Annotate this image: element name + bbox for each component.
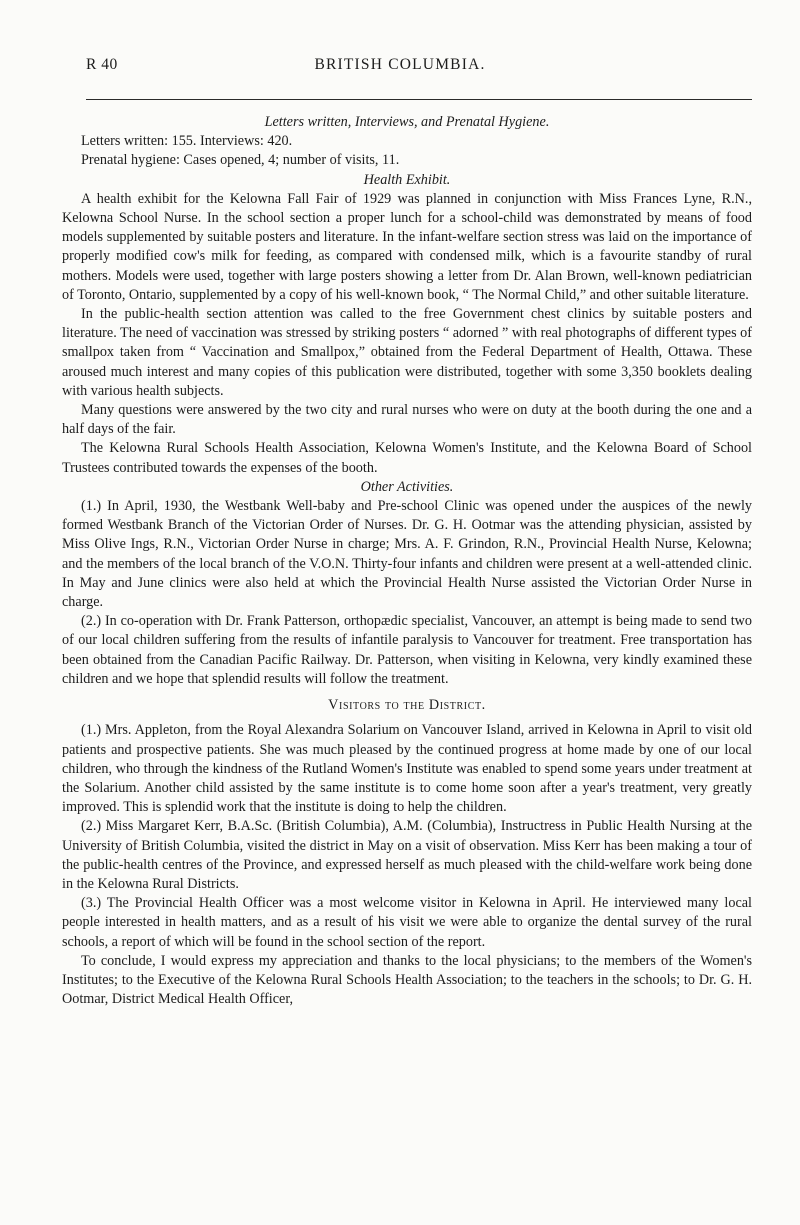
prenatal-line: Prenatal hygiene: Cases opened, 4; number of visits, 11. bbox=[81, 152, 400, 169]
section-heading-visitors: Visitors to the District. bbox=[328, 697, 486, 714]
running-title: BRITISH COLUMBIA. bbox=[314, 56, 486, 73]
paragraph: (3.) The Provincial Health Officer was a most welcome visitor in Kelowna in April. He interviewed many local people interested in health matters, and as a result of his visit we were able to organize the dental survey of the rural schools, a report of which will be found in the school section of the report. bbox=[62, 895, 752, 950]
paragraph: (2.) In co-operation with Dr. Frank Patterson, orthopædic specialist, Vancouver, an attempt is being made to send two of our local children suffering from the results of infantile paralysis to Vancouver for treatment. Free transportation has been obtained from the Canadian Pacific Railway. Dr. Patterson, when visiting in Kelowna, very kindly examined these children and we hope that splendid results will follow the treatment. bbox=[62, 613, 752, 687]
header-rule bbox=[86, 99, 752, 100]
paragraph: To conclude, I would express my appreciation and thanks to the local physicians; to the members of the Women's Institutes; to the Executive of the Kelowna Rural Schools Health Association; to the teachers in the schools; to Dr. G. H. Ootmar, District Medical Health Officer, bbox=[62, 952, 752, 1008]
paragraph: A health exhibit for the Kelowna Fall Fair of 1929 was planned in conjunction with Miss Frances Lyne, R.N., Kelowna School Nurse. In the school section a proper lunch for a school-child was demonstrated by means of food models supplemented by suitable posters and literature. In the infant-welfare section stress was laid on the importance of properly modified cow's milk for feeding, as compared with condensed milk, which is a favourite standby of rural mothers. Models were used, together with large posters showing a letter from Dr. Alan Brown, well-known pediatrician of Toronto, Ontario, supplemented by a copy of his well-known book, “ The Normal Child,” and other suitable literature. bbox=[62, 190, 752, 303]
section-heading-letters: Letters written, Interviews, and Prenatal Hygiene. bbox=[264, 114, 550, 130]
letters-line: Letters written: 155. Interviews: 420. bbox=[81, 133, 293, 150]
paragraph: In the public-health section attention was called to the free Government chest clinics by suitable posters and literature. The need of vaccination was stressed by striking posters “ adorned ” with real photographs of different types of smallpox taken from “ Vaccination and Smallpox,” obtained from the Federal Department of Health, Ottawa. These aroused much interest and many copies of this publication were distributed, together with some 3,350 booklets dealing with various health subjects. bbox=[62, 306, 752, 399]
section-heading-health-exhibit: Health Exhibit. bbox=[363, 171, 451, 188]
paragraph: The Kelowna Rural Schools Health Association, Kelowna Women's Institute, and the Kelowna Board of School Trustees contributed towards the expenses of the booth. bbox=[62, 440, 752, 476]
paragraph: (1.) In April, 1930, the Westbank Well-baby and Pre-school Clinic was opened under the auspices of the newly formed Westbank Branch of the Victorian Order of Nurses. Dr. G. H. Ootmar was the attending physician, assisted by Miss Olive Ings, R.N., Victorian Order Nurse in charge; Mrs. A. F. Grindon, R.N., Provincial Health Nurse, Kelowna; and the members of the local branch of the V.O.N. Thirty-four infants and children were present at a well-attended clinic. In May and June clinics were also held at which the Provincial Health Nurse assisted the Victorian Order Nurse in charge. bbox=[62, 498, 752, 611]
paragraph: (1.) Mrs. Appleton, from the Royal Alexandra Solarium on Vancouver Island, arrived in Kelowna in April to visit old patients and prospective patients. She was much pleased by the continued progress at home made by one of our local children, who through the kindness of the Rutland Women's Institute was enabled to spend some years under treatment at the Solarium. Another child assisted by the same institute is to come home soon after a year's treatment, very greatly improved. This is splendid work that the institute is doing to help the children. bbox=[62, 722, 752, 816]
paragraph: (2.) Miss Margaret Kerr, B.A.Sc. (British Columbia), A.M. (Columbia), Instructress in Public Health Nursing at the University of British Columbia, visited the district in May on a visit of observation. Miss Kerr has been making a tour of the public-health centres of the Province, and expressed herself as much pleased with the child-welfare work being done in the Kelowna Rural Districts. bbox=[62, 818, 752, 892]
running-head bbox=[86, 56, 714, 82]
paragraph: Many questions were answered by the two city and rural nurses who were on duty at the booth during the one and a half days of the fair. bbox=[62, 402, 752, 438]
section-heading-other-activities: Other Activities. bbox=[360, 478, 454, 495]
page-number: R 40 bbox=[86, 56, 118, 73]
page-body bbox=[62, 113, 752, 1009]
